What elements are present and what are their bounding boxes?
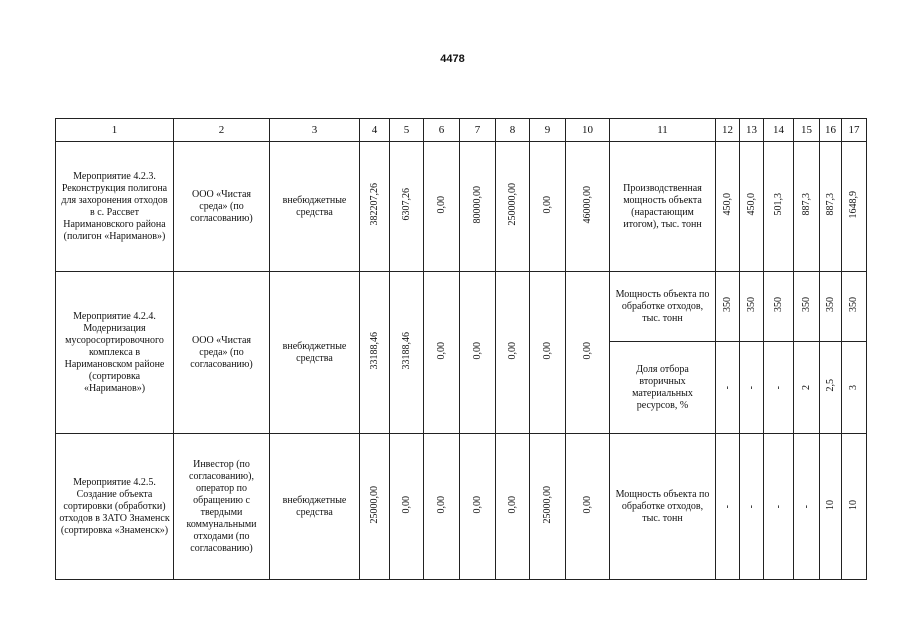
header-cell: 8 [496, 119, 530, 142]
amount-cell: 0,00 [530, 142, 566, 272]
executor-cell: Инвестор (по согласованию), оператор по обращению с твердыми коммунальными отходами (по согласованию) [174, 434, 270, 580]
value-cell: - [716, 434, 740, 580]
header-cell: 6 [424, 119, 460, 142]
amount-cell: 0,00 [460, 434, 496, 580]
value-cell: 2,5 [820, 342, 842, 434]
header-cell: 1 [56, 119, 174, 142]
amount-cell: 0,00 [496, 434, 530, 580]
amount-cell: 0,00 [390, 434, 424, 580]
amount-cell: 6307,26 [390, 142, 424, 272]
value-cell: 450,0 [740, 142, 764, 272]
header-cell: 13 [740, 119, 764, 142]
amount-cell: 250000,00 [496, 142, 530, 272]
header-row [56, 119, 867, 142]
header-cell: 15 [794, 119, 820, 142]
value-cell: - [794, 434, 820, 580]
value-cell: 350 [716, 272, 740, 342]
header-cell: 2 [174, 119, 270, 142]
value-cell: - [764, 434, 794, 580]
value-cell: 350 [820, 272, 842, 342]
amount-cell: 0,00 [424, 272, 460, 434]
value-cell: 1648,9 [842, 142, 867, 272]
value-cell: - [716, 342, 740, 434]
value-cell: 2 [794, 342, 820, 434]
value-cell: 501,3 [764, 142, 794, 272]
value-cell: 350 [740, 272, 764, 342]
executor-cell: ООО «Чистая среда» (по согласованию) [174, 142, 270, 272]
value-cell: - [764, 342, 794, 434]
indicator-cell: Мощность объекта по обработке отходов, тыс. тонн [610, 272, 716, 342]
amount-cell: 33188,46 [360, 272, 390, 434]
value-cell: 350 [764, 272, 794, 342]
header-cell: 12 [716, 119, 740, 142]
amount-cell: 0,00 [460, 272, 496, 434]
executor-cell: ООО «Чистая среда» (по согласованию) [174, 272, 270, 434]
table-row [56, 272, 867, 342]
value-cell: 350 [842, 272, 867, 342]
header-cell: 3 [270, 119, 360, 142]
header-cell: 14 [764, 119, 794, 142]
amount-cell: 382207,26 [360, 142, 390, 272]
page-number: 4478 [440, 53, 465, 65]
amount-cell: 46000,00 [566, 142, 610, 272]
value-cell: 887,3 [794, 142, 820, 272]
amount-cell: 0,00 [424, 142, 460, 272]
value-cell: - [740, 434, 764, 580]
source-cell: внебюджетные средства [270, 434, 360, 580]
header-cell: 17 [842, 119, 867, 142]
amount-cell: 0,00 [566, 434, 610, 580]
amount-cell: 80000,00 [460, 142, 496, 272]
source-cell: внебюджетные средства [270, 142, 360, 272]
table-row [56, 142, 867, 272]
header-cell: 5 [390, 119, 424, 142]
indicator-cell: Производственная мощность объекта (нарастающим итогом), тыс. тонн [610, 142, 716, 272]
source-cell: внебюджетные средства [270, 272, 360, 434]
measure-cell: Мероприятие 4.2.4. Модернизация мусоросортировочного комплекса в Наримановском районе (сортировка «Нариманов») [56, 272, 174, 434]
amount-cell: 0,00 [496, 272, 530, 434]
amount-cell: 0,00 [530, 272, 566, 434]
amount-cell: 25000,00 [530, 434, 566, 580]
header-cell: 4 [360, 119, 390, 142]
indicator-cell: Мощность объекта по обработке отходов, тыс. тонн [610, 434, 716, 580]
value-cell: 450,0 [716, 142, 740, 272]
value-cell: 10 [820, 434, 842, 580]
value-cell: 3 [842, 342, 867, 434]
amount-cell: 0,00 [424, 434, 460, 580]
value-cell: 887,3 [820, 142, 842, 272]
header-cell: 10 [566, 119, 610, 142]
header-cell: 16 [820, 119, 842, 142]
value-cell: - [740, 342, 764, 434]
header-cell: 7 [460, 119, 496, 142]
indicator-cell: Доля отбора вторичных материальных ресурсов, % [610, 342, 716, 434]
header-cell: 9 [530, 119, 566, 142]
value-cell: 350 [794, 272, 820, 342]
amount-cell: 0,00 [566, 272, 610, 434]
measure-cell: Мероприятие 4.2.5. Создание объекта сортировки (обработки) отходов в ЗАТО Знаменск (сортировка «Знаменск») [56, 434, 174, 580]
measures-table [55, 118, 867, 580]
amount-cell: 33188,46 [390, 272, 424, 434]
value-cell: 10 [842, 434, 867, 580]
amount-cell: 25000,00 [360, 434, 390, 580]
table-row [56, 434, 867, 580]
header-cell: 11 [610, 119, 716, 142]
measure-cell: Мероприятие 4.2.3. Реконструкция полигона для захоронения отходов в с. Рассвет Наримановского района (полигон «Нариманов») [56, 142, 174, 272]
